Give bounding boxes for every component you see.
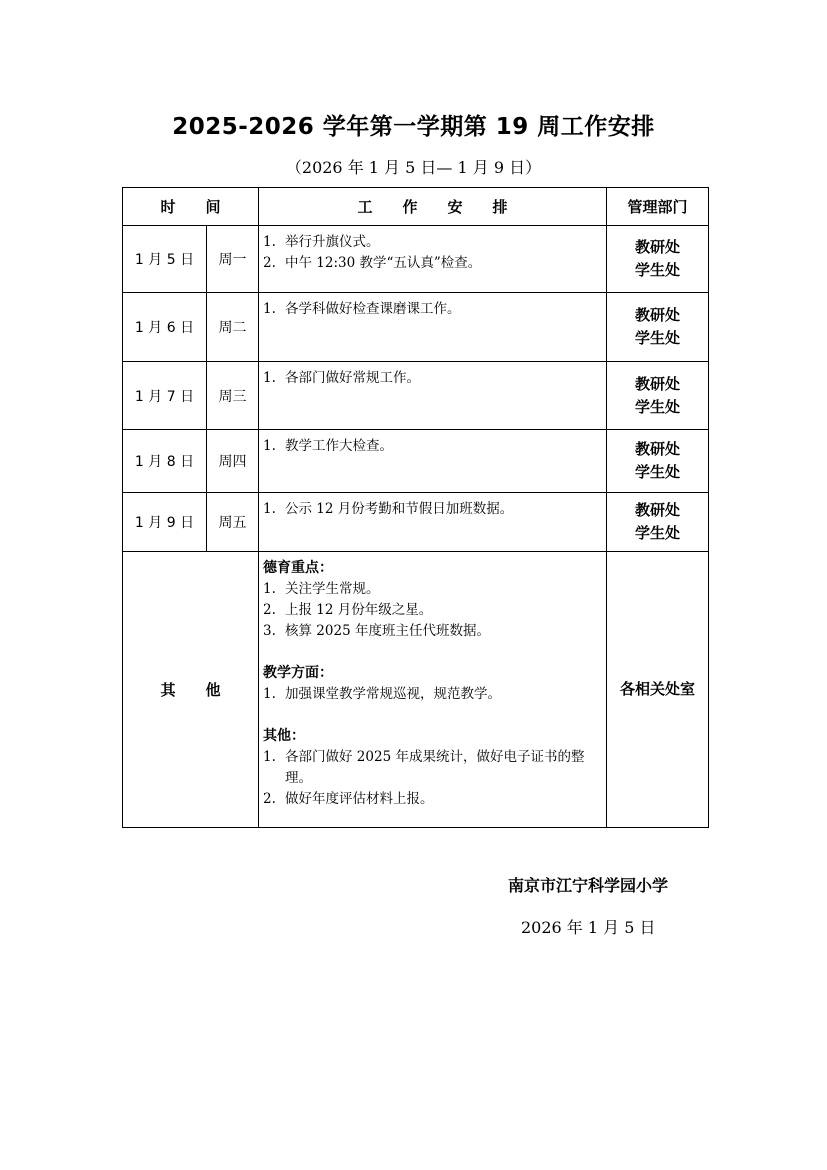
day-cell: 周二	[207, 293, 259, 362]
day-cell: 周三	[207, 362, 259, 430]
date-cell: 1 月 8 日	[123, 430, 207, 493]
table-row	[123, 362, 709, 430]
list-item: 2. 中午 12:30 教学“五认真”检查。	[263, 255, 482, 271]
list-item: 1. 各学科做好检查课磨课工作。	[263, 301, 461, 317]
dept-cell: 教研处 学生处	[607, 493, 709, 552]
list-item: 1. 各部门做好常规工作。	[263, 370, 421, 386]
list-item: 2. 上报 12 月份年级之星。	[263, 602, 433, 618]
date-cell: 1 月 5 日	[123, 226, 207, 293]
dept-cell: 教研处 学生处	[607, 226, 709, 293]
list-item: 1. 公示 12 月份考勤和节假日加班数据。	[263, 501, 514, 517]
schedule-table	[122, 187, 709, 828]
list-item: 1. 加强课堂教学常规巡视，规范教学。	[263, 686, 502, 702]
list-item: 3. 核算 2025 年度班主任代班数据。	[263, 623, 490, 639]
other-label: 其 他	[123, 552, 259, 828]
list-item: 2. 做好年度评估材料上报。	[263, 791, 434, 807]
list-item: 1. 教学工作大检查。	[263, 438, 394, 454]
moral-heading: 德育重点：	[263, 560, 334, 576]
date-cell: 1 月 7 日	[123, 362, 207, 430]
table-row	[123, 293, 709, 362]
page-title: 2025-2026 学年第一学期第 19 周工作安排	[172, 114, 655, 140]
day-cell: 周五	[207, 493, 259, 552]
header-work: 工 作 安 排	[259, 188, 607, 226]
issue-date: 2026 年 1 月 5 日	[521, 918, 656, 937]
header-time: 时 间	[123, 188, 259, 226]
dept-cell: 教研处 学生处	[607, 362, 709, 430]
misc-heading: 其他：	[263, 728, 306, 744]
list-item: 1. 各部门做好 2025 年成果统计，做好电子证书的整理。	[263, 749, 585, 786]
date-cell: 1 月 9 日	[123, 493, 207, 552]
list-item: 1. 关注学生常规。	[263, 581, 380, 597]
work-cell	[259, 430, 607, 493]
date-cell: 1 月 6 日	[123, 293, 207, 362]
work-cell	[259, 362, 607, 430]
day-cell: 周四	[207, 430, 259, 493]
dept-cell: 教研处 学生处	[607, 430, 709, 493]
date-range-subtitle: （2026 年 1 月 5 日— 1 月 9 日）	[285, 158, 542, 177]
header-row	[123, 188, 709, 226]
other-dept-cell: 各相关处室	[607, 552, 709, 828]
table-row	[123, 493, 709, 552]
header-dept: 管理部门	[607, 188, 709, 226]
table-row	[123, 430, 709, 493]
table-row	[123, 226, 709, 293]
list-item: 1. 举行升旗仪式。	[263, 234, 380, 250]
other-work-cell	[259, 552, 607, 828]
school-name: 南京市江宁科学园小学	[508, 876, 669, 895]
day-cell: 周一	[207, 226, 259, 293]
other-row	[123, 552, 709, 828]
work-cell	[259, 226, 607, 293]
teaching-heading: 教学方面：	[263, 665, 334, 681]
work-cell	[259, 293, 607, 362]
work-cell	[259, 493, 607, 552]
dept-cell: 教研处 学生处	[607, 293, 709, 362]
